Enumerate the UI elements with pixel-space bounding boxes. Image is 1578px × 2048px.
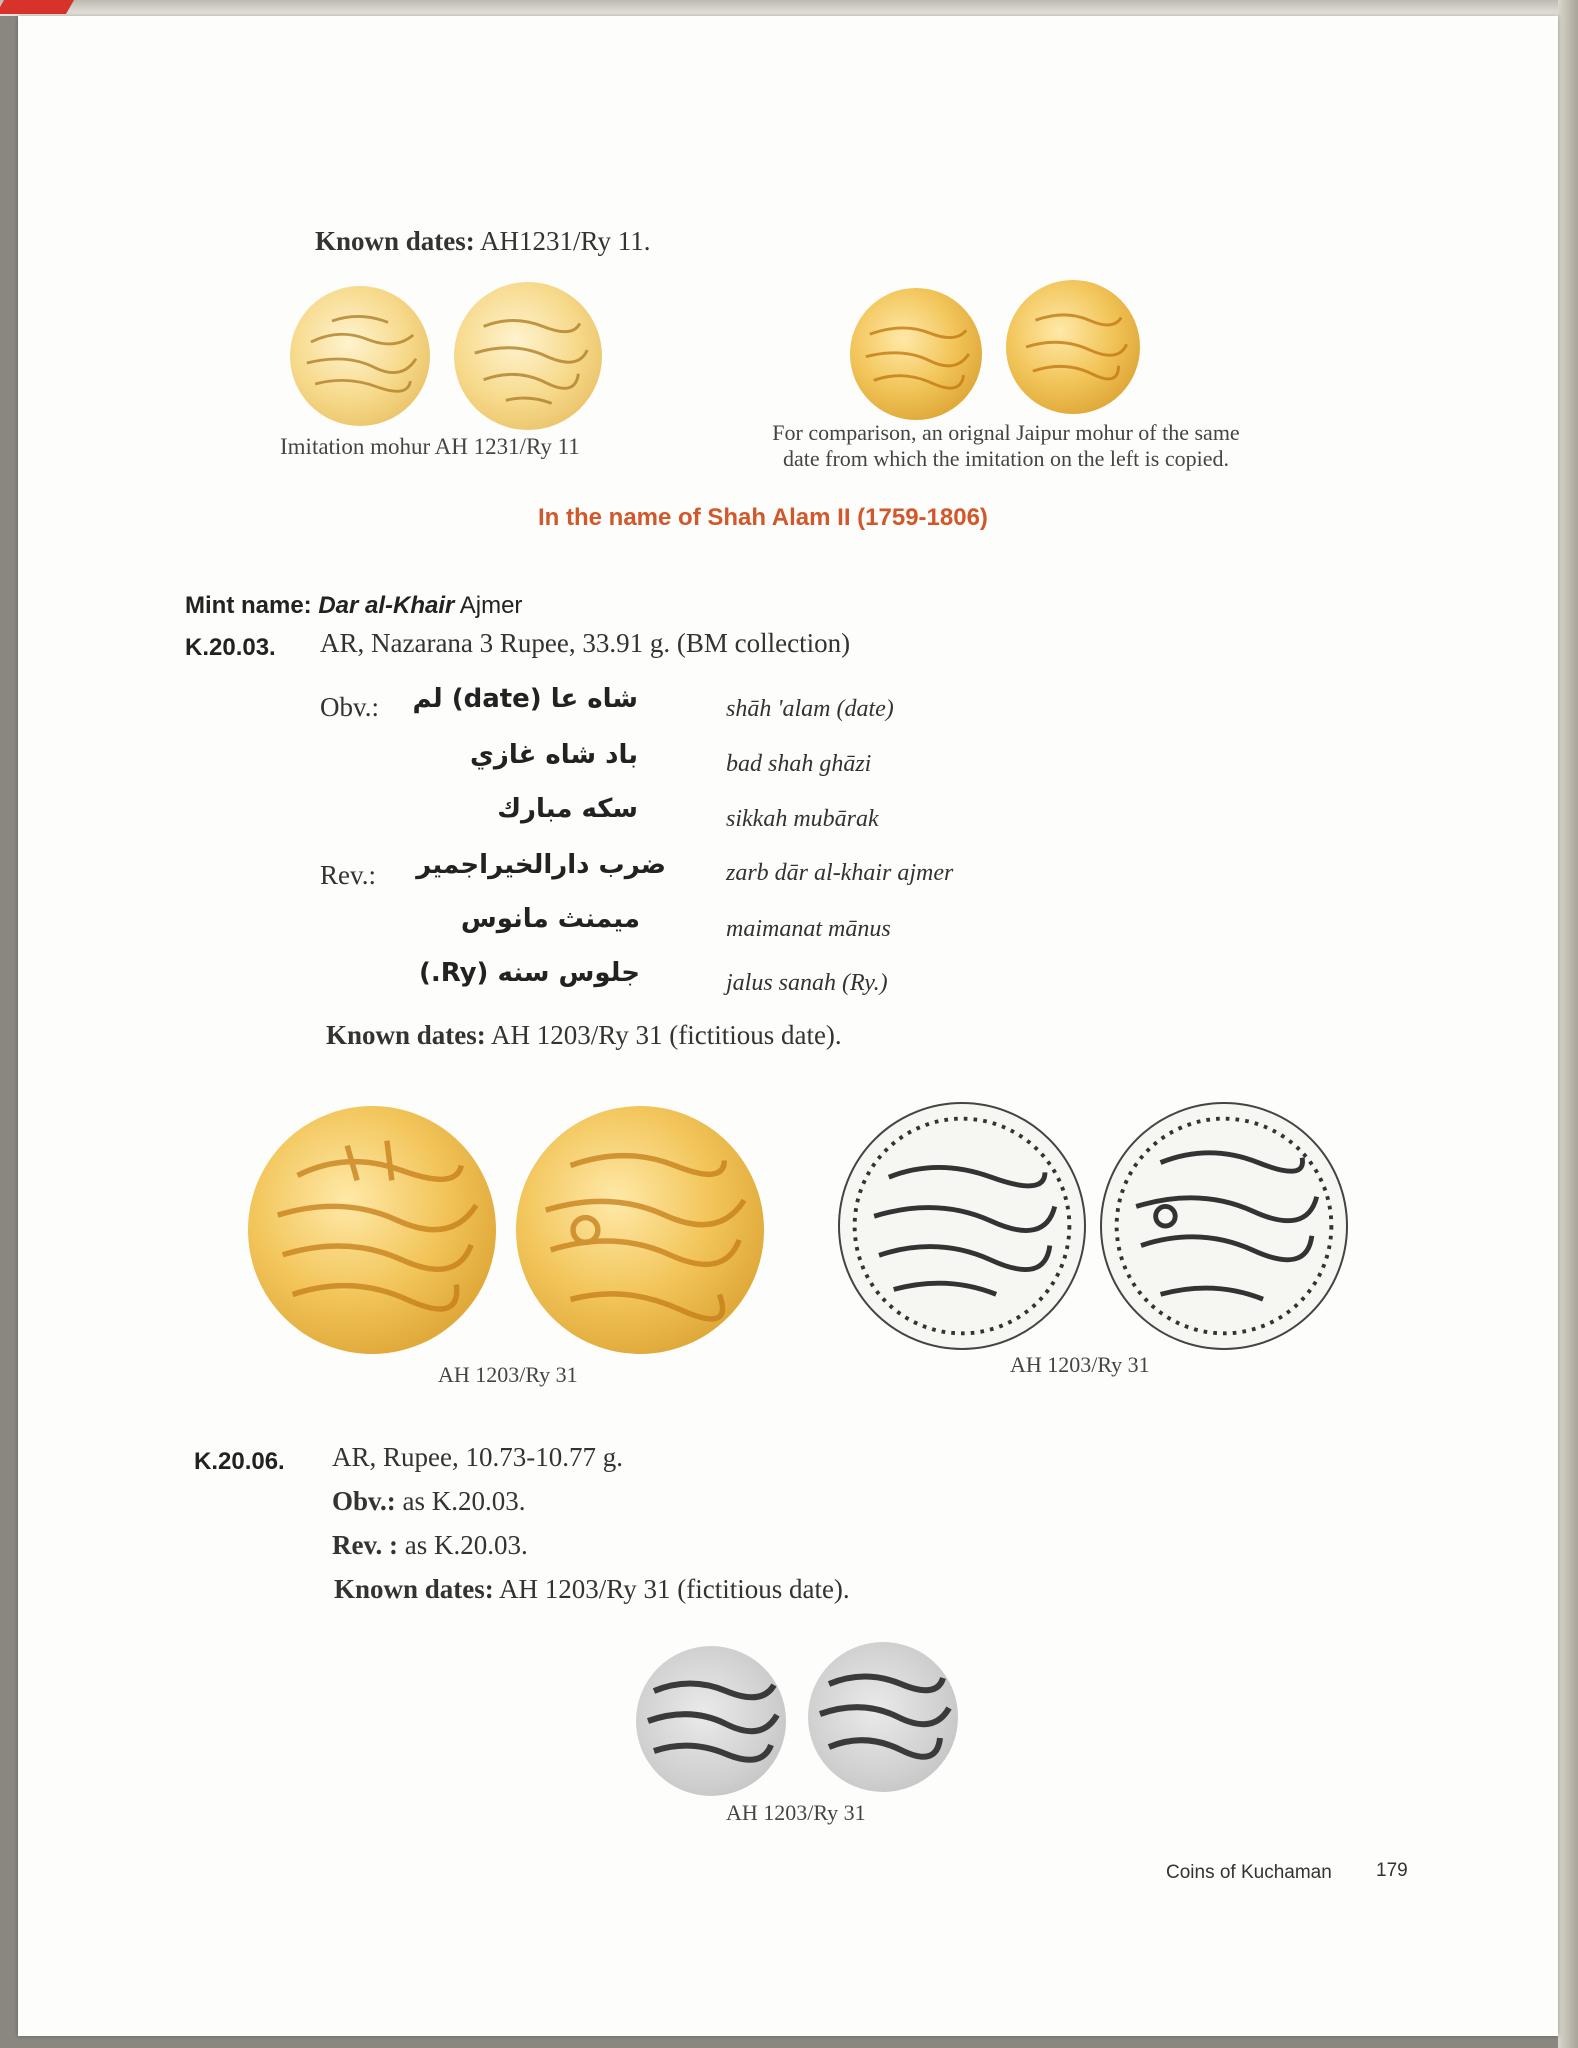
k2003-description: AR, Nazarana 3 Rupee, 33.91 g. (BM collection) [320,628,851,658]
mint-name-label: Mint name: [185,592,312,619]
caption-jaipur-line-1: For comparison, an orignal Jaipur mohur of the same [772,420,1240,445]
arabic-line-5: ميمنث مانوس [460,904,640,934]
arabic-line-2: باد شاه غازي [470,740,638,770]
book-page [18,16,1558,2036]
mint-name-rest: Ajmer [459,592,523,619]
translit-line-4: zarb dār al-khair ajmer [726,860,954,886]
k2006-rev-label: Rev. : [332,1530,398,1560]
caption-imitation-mohur: Imitation mohur AH 1231/Ry 11 [280,434,580,459]
caption-jaipur-mohur [736,420,1276,472]
k2006-obv [332,1486,526,1517]
nazarana-sketch-reverse [1100,1102,1348,1350]
jaipur-mohur-obverse [850,288,982,420]
translit-line-1: shāh 'alam (date) [726,696,894,722]
nazarana-coin-reverse [516,1106,764,1354]
translit-line-5: maimanat mānus [726,916,891,942]
mint-name-line [185,592,522,620]
k2003-known-dates [326,1020,842,1051]
k2006-rev-value: as K.20.03. [404,1530,528,1560]
arabic-line-4: ضرب دارالخيراجمير [416,850,666,880]
translit-line-3: sikkah mubārak [726,806,879,832]
imitation-mohur-reverse [454,282,602,430]
jaipur-mohur-reverse [1006,280,1140,414]
k2006-obv-label: Obv.: [332,1486,396,1516]
nazarana-coin-obverse [248,1106,496,1354]
caption-jaipur-line-2: date from which the imitation on the left is copied. [783,446,1229,471]
k2006-rev [332,1530,528,1561]
k2003-obv-label: Obv.: [320,692,379,722]
k2006-known-dates [334,1574,850,1605]
k2006-obv-value: as K.20.03. [402,1486,526,1516]
nazarana-sketch-obverse [838,1102,1086,1350]
translit-line-6: jalus sanah (Ry.) [726,970,888,996]
translit-line-2: bad shah ghāzi [726,751,872,777]
footer-page-number: 179 [1376,1860,1408,1881]
section-heading: In the name of Shah Alam II (1759-1806) [538,504,988,531]
k2006-description: AR, Rupee, 10.73-10.77 g. [332,1442,623,1472]
k2003-known-dates-value: AH 1203/Ry 31 (fictitious date). [491,1020,842,1050]
k2003-known-dates-label: Known dates: [326,1020,486,1050]
arabic-line-1: شاه عا (date) لم [412,684,638,714]
k2006-code: K.20.06. [194,1448,285,1475]
mint-name-italic: Dar al-Khair [318,592,455,619]
k2006-known-dates-value: AH 1203/Ry 31 (fictitious date). [499,1574,850,1604]
k2003-rev-label: Rev.: [320,860,376,890]
caption-nazarana-photo: AH 1203/Ry 31 [438,1362,578,1387]
bookmark-ribbon [0,0,74,14]
known-dates-value: AH1231/Ry 11. [480,226,651,256]
known-dates-label: Known dates: [315,226,475,256]
arabic-line-3: سكه مبارك [497,794,638,824]
arabic-line-6: جلوس سنه (Ry.) [418,958,640,988]
rupee-coin-obverse [636,1646,786,1796]
page-right-edge [1558,0,1578,2048]
footer-book-title: Coins of Kuchaman [1166,1862,1332,1883]
rupee-coin-reverse [808,1642,958,1792]
known-dates-line-1 [315,226,650,257]
caption-rupee: AH 1203/Ry 31 [726,1800,866,1825]
imitation-mohur-obverse [290,286,430,426]
caption-nazarana-sketch: AH 1203/Ry 31 [1010,1352,1150,1377]
page-top-edge [0,0,1578,16]
k2006-known-dates-label: Known dates: [334,1574,494,1604]
k2003-code: K.20.03. [185,634,276,661]
